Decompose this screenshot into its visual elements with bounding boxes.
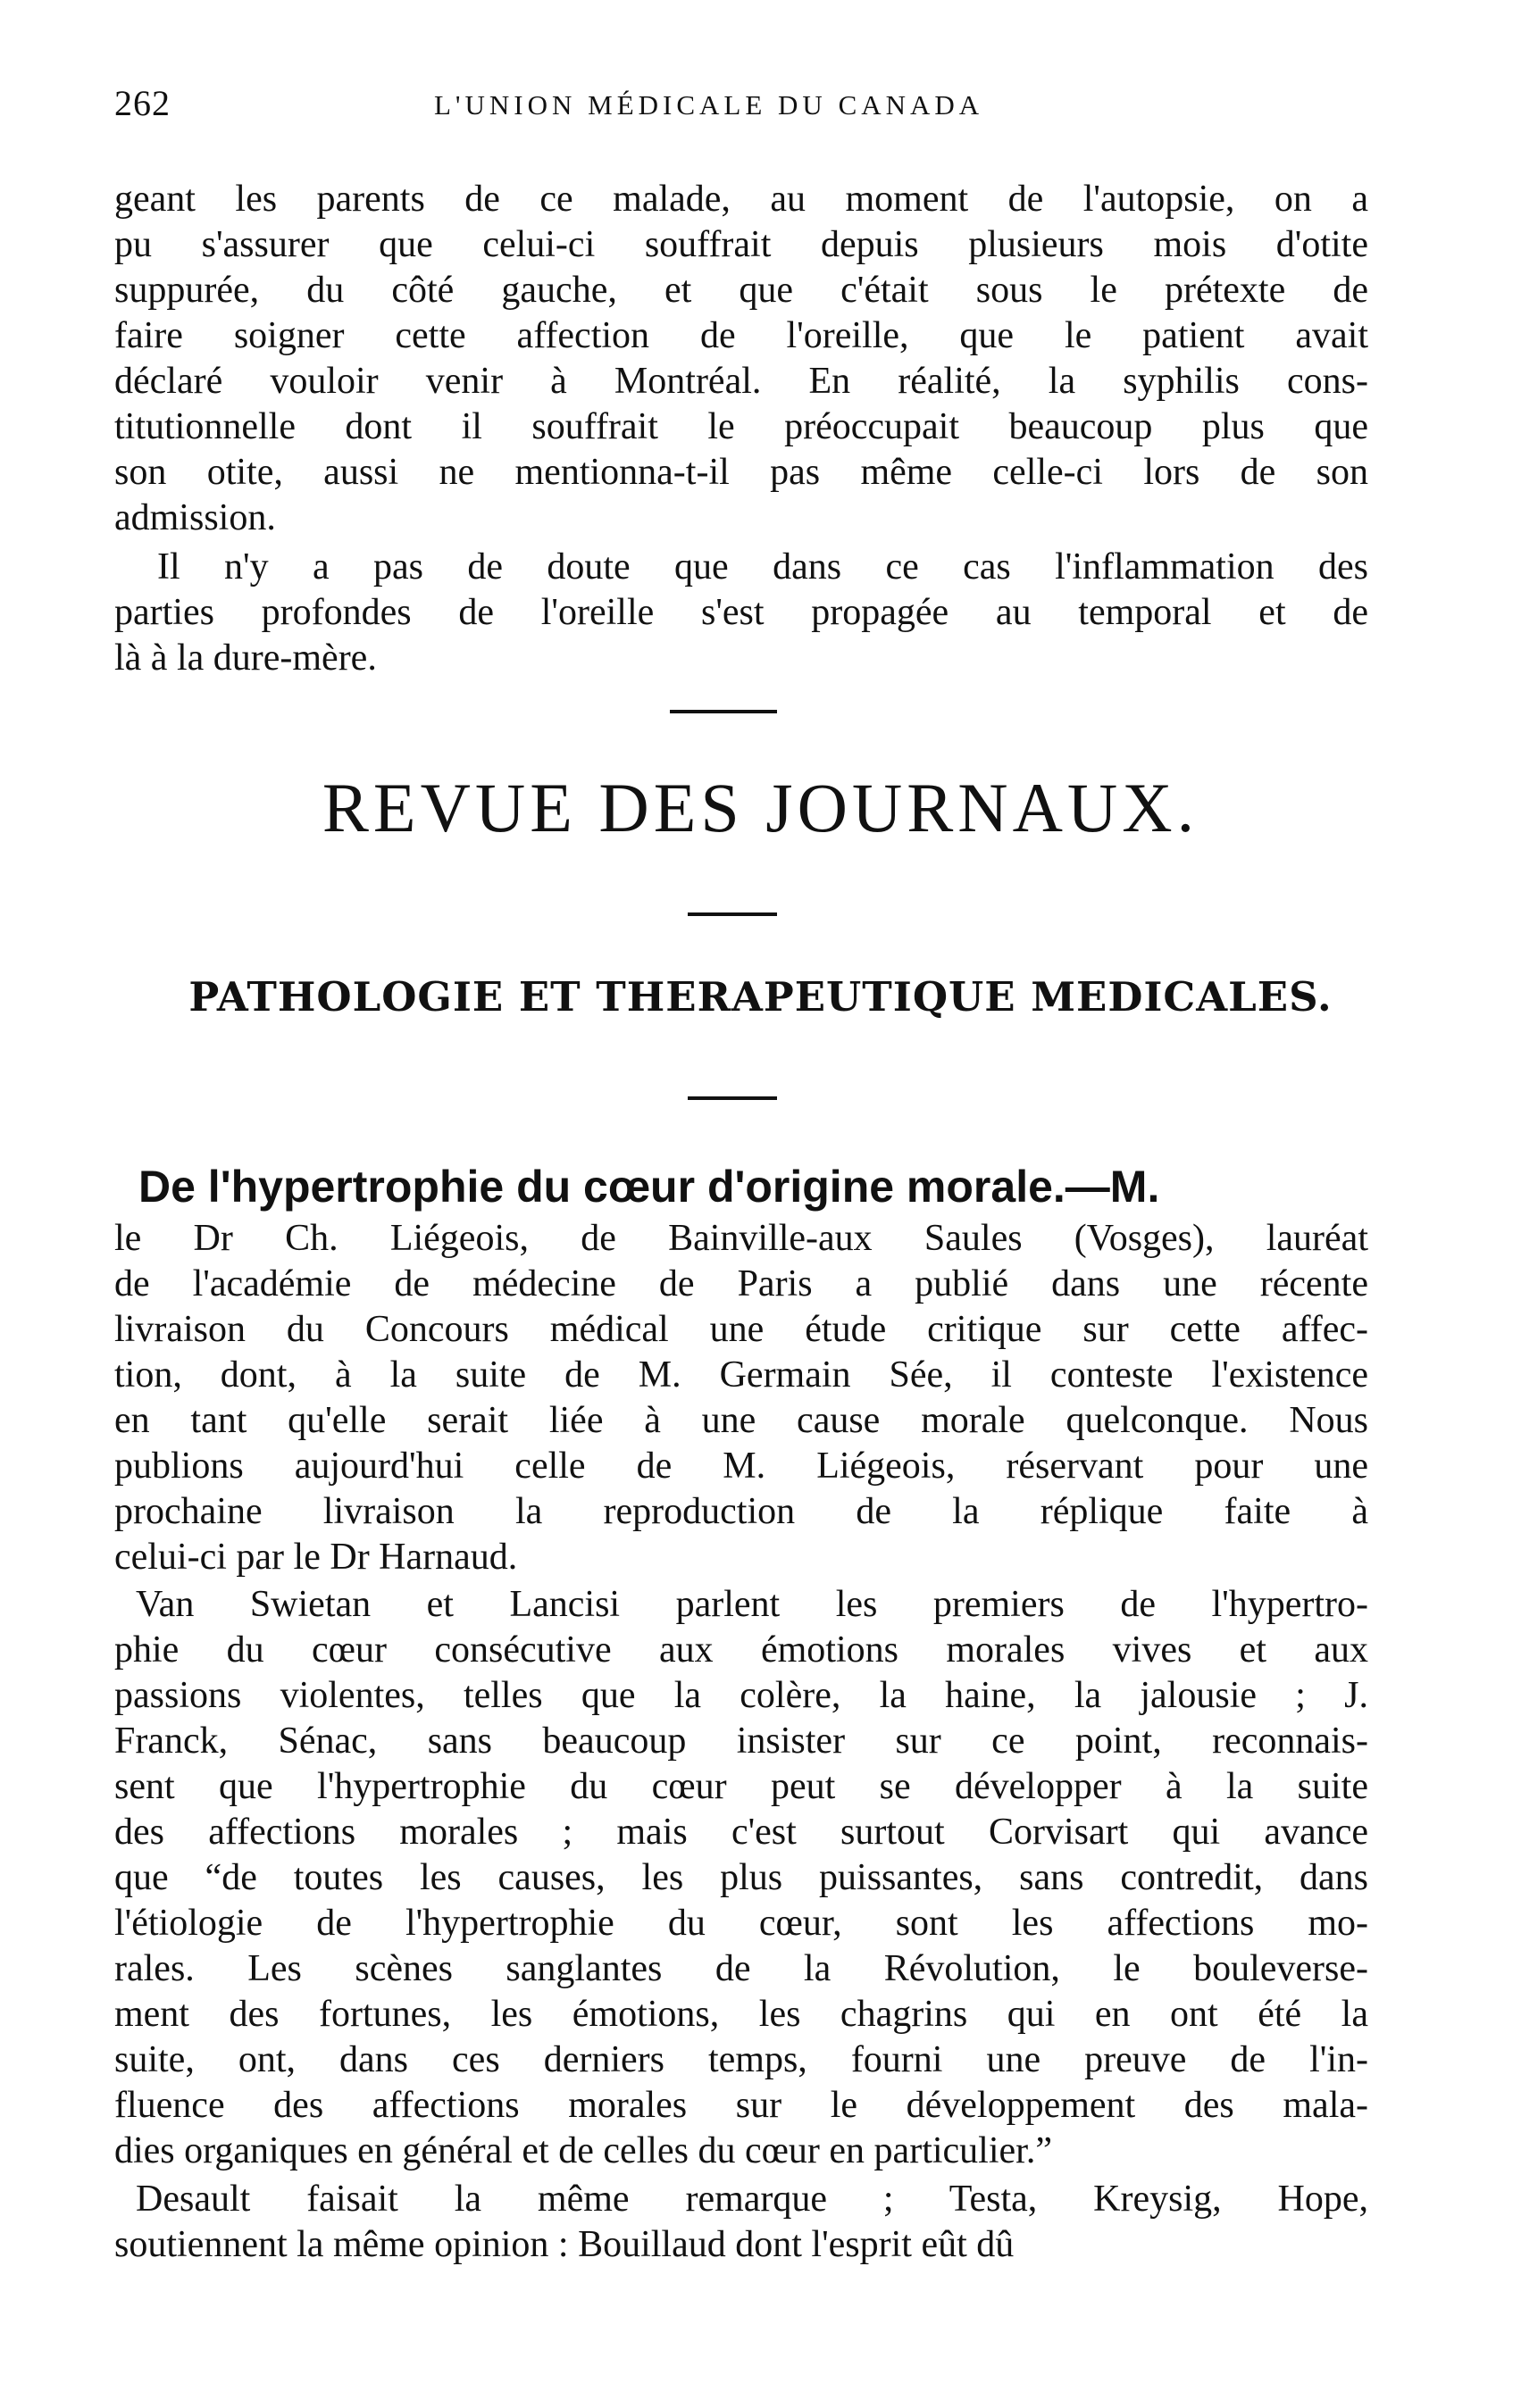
rubric-heading: PATHOLOGIE ET THERAPEUTIQUE MEDICALES. xyxy=(188,973,1333,1021)
text-line: le Dr Ch. Liégeois, de Bainville-aux Saules (Vosges), lauréat xyxy=(114,1218,1368,1259)
text-line: l'étiologie de l'hypertrophie du cœur, sont les affections mo- xyxy=(114,1903,1368,1944)
text-line: que “de toutes les causes, les plus puissantes, sans contredit, dans xyxy=(114,1857,1368,1898)
article-paragraph-2 xyxy=(114,1582,1368,2174)
text-line: son otite, aussi ne mentionna-t-il pas même celle-ci lors de son xyxy=(114,452,1368,493)
text-line: celui-ci par le Dr Harnaud. xyxy=(114,1537,518,1578)
second-paragraph xyxy=(114,545,1368,681)
text-line: Van Swietan et Lancisi parlent les premiers de l'hypertro- xyxy=(136,1584,1368,1625)
text-line: geant les parents de ce malade, au moment de l'autopsie, on a xyxy=(114,179,1368,220)
text-line: Desault faisait la même remarque ; Testa, Kreysig, Hope, xyxy=(136,2179,1368,2220)
divider-rule xyxy=(688,1096,777,1100)
text-line: des affections morales ; mais c'est surtout Corvisart qui avance xyxy=(114,1812,1368,1853)
text-line: rales. Les scènes sanglantes de la Révolution, le bouleverse- xyxy=(114,1948,1368,1989)
text-line: prochaine livraison la reproduction de la réplique faite à xyxy=(114,1491,1368,1532)
text-line: phie du cœur consécutive aux émotions morales vives et aux xyxy=(114,1629,1368,1671)
text-line: parties profondes de l'oreille s'est propagée au temporal et de xyxy=(114,592,1368,633)
text-line: admission. xyxy=(114,497,276,538)
divider-rule xyxy=(688,912,777,916)
article-paragraph-1 xyxy=(114,1216,1368,1580)
running-title: L'UNION MÉDICALE DU CANADA xyxy=(434,89,984,121)
text-line: fluence des affections morales sur le développement des mala- xyxy=(114,2085,1368,2126)
section-title: REVUE DES JOURNAUX. xyxy=(322,769,1199,846)
text-line: titutionnelle dont il souffrait le préoccupait beaucoup plus que xyxy=(114,406,1368,447)
text-line: dies organiques en général et de celles du cœur en particulier.” xyxy=(114,2130,1052,2171)
text-line: en tant qu'elle serait liée à une cause morale quelconque. Nous xyxy=(114,1400,1368,1441)
text-line: suppurée, du côté gauche, et que c'était sous le prétexte de xyxy=(114,270,1368,311)
text-line: sent que l'hypertrophie du cœur peut se développer à la suite xyxy=(114,1766,1368,1807)
text-line: tion, dont, à la suite de M. Germain Sée, il conteste l'existence xyxy=(114,1354,1368,1396)
text-line: ment des fortunes, les émotions, les chagrins qui en ont été la xyxy=(114,1994,1368,2035)
page-header xyxy=(114,82,1365,136)
text-line: Franck, Sénac, sans beaucoup insister sur ce point, reconnais- xyxy=(114,1721,1368,1762)
page-number: 262 xyxy=(114,83,171,123)
text-line: suite, ont, dans ces derniers temps, fourni une preuve de l'in- xyxy=(114,2039,1368,2080)
text-line: déclaré vouloir venir à Montréal. En réalité, la syphilis cons- xyxy=(114,361,1368,402)
text-line: soutiennent la même opinion : Bouillaud dont l'esprit eût dû xyxy=(114,2224,1015,2265)
text-line: de l'académie de médecine de Paris a publié dans une récente xyxy=(114,1263,1368,1304)
text-line: publions aujourd'hui celle de M. Liégeois, réservant pour une xyxy=(114,1446,1368,1487)
text-line: faire soigner cette affection de l'oreille, que le patient avait xyxy=(114,315,1368,356)
intro-paragraph xyxy=(114,177,1368,541)
text-line: livraison du Concours médical une étude critique sur cette affec- xyxy=(114,1309,1368,1350)
text-line: là à la dure-mère. xyxy=(114,637,377,679)
article-heading: De l'hypertrophie du cœur d'origine morale.—M. xyxy=(138,1162,1160,1212)
divider-rule xyxy=(670,710,777,713)
text-line: passions violentes, telles que la colère, la haine, la jalousie ; J. xyxy=(114,1675,1368,1716)
text-line: Il n'y a pas de doute que dans ce cas l'inflammation des xyxy=(157,546,1368,587)
text-line: pu s'assurer que celui-ci souffrait depuis plusieurs mois d'otite xyxy=(114,224,1368,265)
article-paragraph-3 xyxy=(114,2177,1368,2268)
